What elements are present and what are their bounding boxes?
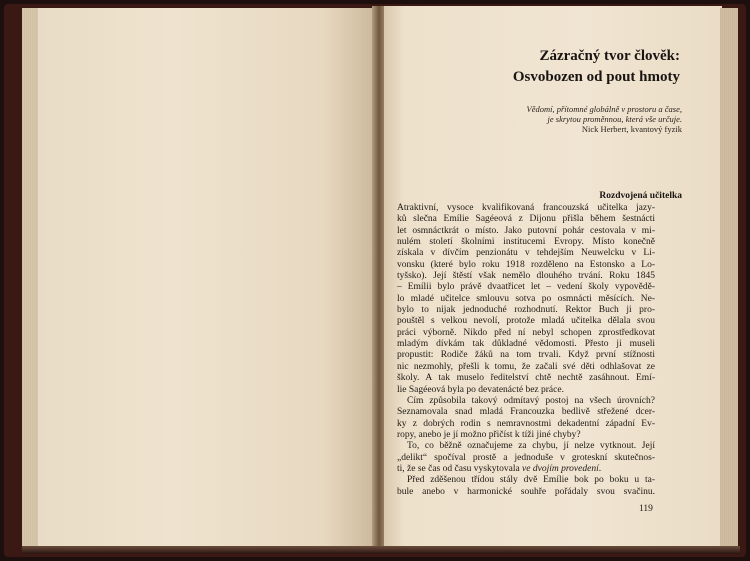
body-line: lo mladé učitelce smlouvu sotva po osmnácti měsících. Ne- — [397, 293, 655, 304]
chapter-title — [380, 46, 680, 88]
page-number: 119 — [639, 504, 653, 514]
epigraph-line-2: je skrytou proměnnou, která vše určuje. — [547, 114, 682, 124]
body-line: nulém století školními institucemi Evropy. Místo konečně — [397, 237, 655, 248]
body-line: mladým dívkám tak důkladné vědomosti. Přesto ji museli — [397, 339, 655, 350]
body-line: Atraktivní, vysoce kvalifikovaná francouzská učitelka jazy- — [397, 203, 655, 213]
body-line: tyšsko). Její štěstí však nemělo dlouhého trvání. Roku 1845 — [397, 271, 655, 282]
body-line: propustit: Rodiče žáků na tom trvali. Když první stížnosti — [397, 350, 655, 361]
body-line: nic nezmohly, přešli k tomu, že začali své děti odhlašovat ze — [397, 361, 655, 372]
body-line: „delikt“ spočíval prostě a jednoduše v groteskní skutečnos- — [397, 452, 655, 463]
left-page — [38, 8, 374, 548]
body-line-with-emphasis — [397, 464, 655, 475]
body-line: – Emílii bylo právě dvaatřicet let – vedení školy vypovědě- — [397, 282, 655, 293]
body-line: vonsku (které bylo roku 1918 rozděleno na Estonsko a Lo- — [397, 259, 655, 270]
epigraph — [382, 104, 682, 134]
chapter-title-line-2: Osvobozen od pout hmoty — [512, 69, 680, 85]
emphasis-text: ve dvojím provedení — [522, 463, 599, 474]
body-line: bule anebo v harmonické souhře pořádaly svou svačinu. — [397, 486, 655, 497]
show-through-text — [108, 48, 113, 69]
emphasis-suffix: . — [598, 463, 602, 474]
body-line-text: ti, že se čas od času vyskytovala — [397, 463, 520, 474]
body-line: práci výborně. Nikdo před ní nebyl schopen zprostředkovat — [397, 327, 655, 338]
body-line: Čím způsobila takový odmítavý postoj na všech úrovních? — [407, 395, 655, 406]
book-bottom-shadow — [22, 546, 740, 554]
body-line: let osmnáctkrát o místo. Jako putovní pohár cestovala v mi- — [397, 225, 655, 236]
body-line: To, co běžně označujeme za chybu, jí nelze vytknout. Její — [407, 441, 655, 452]
body-line: získala v dívčím penzionátu v tehdejším Neuwelcku v Li- — [397, 248, 655, 259]
body-line: lie Sagéeová byla po devatenácté bez práce. — [397, 384, 564, 395]
chapter-title-line-1: Zázračný tvor člověk: — [539, 48, 680, 64]
body-line: Před zděšenou třídou stály dvě Emílie bok po boku u ta- — [407, 475, 655, 486]
epigraph-attribution: Nick Herbert, kvantový fyzik — [581, 124, 682, 134]
body-line: ropy, anebo je jí možno přičíst k tíži jiné chyby? — [397, 429, 581, 440]
body-line: pouštěl s velkou nevolí, protože mladá učitelka dělala svou — [397, 316, 655, 327]
right-page-edges — [720, 8, 738, 550]
body-line: bylo to nijak jednoduché rozhodnutí. Rektor Buch ji pro- — [397, 305, 655, 316]
body-line: školy. A tak muselo ředitelství chtě nechtě zasáhnout. Emí- — [397, 373, 655, 384]
epigraph-line-1: Vědomí, přítomné globálně v prostoru a čase, — [526, 104, 682, 114]
body-text — [397, 203, 655, 498]
body-line: Seznamovala snad mladá Francouzka bedlivě střežené dcer- — [397, 407, 655, 418]
body-line: ků slečna Emílie Sagéeová z Dijonu přišla během šestnácti — [397, 214, 655, 225]
section-heading: Rozdvojená učitelka — [599, 191, 682, 201]
body-line: ky z dobrých rodin s nemravnostmi dekadentní západní Ev- — [397, 418, 655, 429]
